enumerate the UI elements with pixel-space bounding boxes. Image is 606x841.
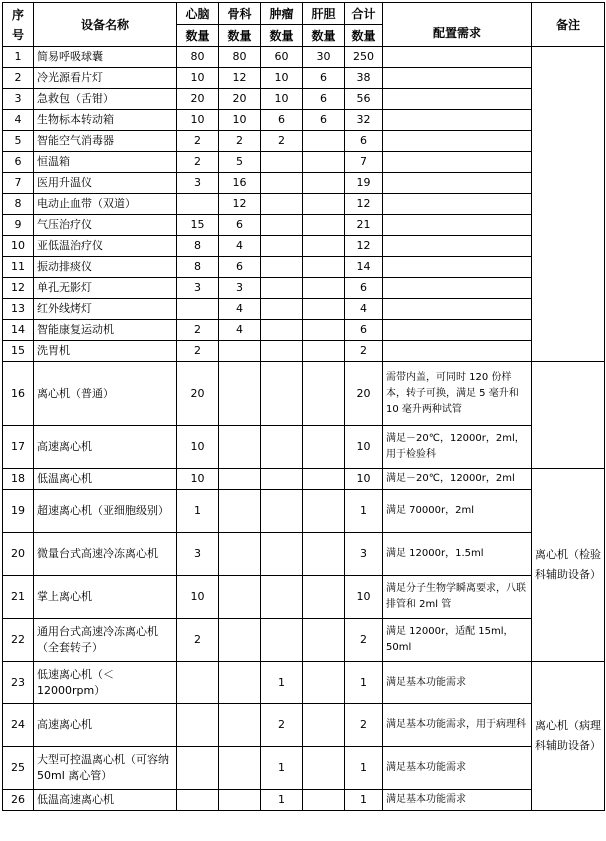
cell-no: 26 — [3, 790, 34, 811]
cell-d1 — [177, 299, 219, 320]
cell-d4 — [303, 426, 345, 469]
cell-total: 4 — [345, 299, 383, 320]
cell-name: 低温高速离心机 — [34, 790, 177, 811]
cell-d1 — [177, 790, 219, 811]
cell-d3: 1 — [261, 747, 303, 790]
cell-d4 — [303, 341, 345, 362]
cell-config: 满足－20℃，12000r，2ml — [383, 469, 532, 490]
cell-d4: 6 — [303, 110, 345, 131]
cell-total: 21 — [345, 215, 383, 236]
cell-d2 — [219, 426, 261, 469]
cell-config: 满足分子生物学瞬离要求，八联排管和 2ml 管 — [383, 576, 532, 619]
cell-d4 — [303, 320, 345, 341]
cell-d3: 10 — [261, 68, 303, 89]
header-qty: 数量 — [345, 25, 383, 47]
cell-name: 恒温箱 — [34, 152, 177, 173]
cell-d1: 3 — [177, 278, 219, 299]
table-row — [3, 320, 605, 341]
cell-name: 智能空气消毒器 — [34, 131, 177, 152]
cell-d4 — [303, 790, 345, 811]
table-row — [3, 469, 605, 490]
cell-d4 — [303, 662, 345, 704]
cell-name: 红外线烤灯 — [34, 299, 177, 320]
cell-d1: 1 — [177, 490, 219, 533]
cell-no: 25 — [3, 747, 34, 790]
cell-name: 冷光源看片灯 — [34, 68, 177, 89]
table-row — [3, 68, 605, 89]
remarks-cell-empty — [532, 362, 605, 469]
cell-config: 满足 12000r，适配 15ml，50ml — [383, 619, 532, 662]
header-qty: 数量 — [219, 25, 261, 47]
cell-no: 24 — [3, 704, 34, 747]
cell-total: 32 — [345, 110, 383, 131]
cell-name: 高速离心机 — [34, 426, 177, 469]
cell-no: 23 — [3, 662, 34, 704]
cell-d3 — [261, 469, 303, 490]
cell-d4 — [303, 362, 345, 426]
cell-config: 满足基本功能需求 — [383, 790, 532, 811]
cell-total: 3 — [345, 533, 383, 576]
cell-no: 8 — [3, 194, 34, 215]
table-row — [3, 278, 605, 299]
cell-d2: 12 — [219, 194, 261, 215]
cell-no: 21 — [3, 576, 34, 619]
equipment-table — [2, 2, 605, 811]
cell-config: 满足基本功能需求 — [383, 747, 532, 790]
cell-d4 — [303, 533, 345, 576]
remarks-lab-note: 离心机（检验科辅助设备） — [532, 469, 605, 662]
header-total: 合计 — [345, 3, 383, 25]
cell-total: 20 — [345, 362, 383, 426]
cell-name: 高速离心机 — [34, 704, 177, 747]
table-row — [3, 576, 605, 619]
table-row — [3, 747, 605, 790]
cell-d3 — [261, 152, 303, 173]
table-row — [3, 215, 605, 236]
cell-d3 — [261, 362, 303, 426]
cell-d4 — [303, 469, 345, 490]
cell-total: 38 — [345, 68, 383, 89]
cell-d3 — [261, 173, 303, 194]
cell-d3: 60 — [261, 47, 303, 68]
cell-no: 15 — [3, 341, 34, 362]
cell-d3 — [261, 236, 303, 257]
cell-d4 — [303, 215, 345, 236]
cell-total: 19 — [345, 173, 383, 194]
cell-d1: 8 — [177, 257, 219, 278]
table-row — [3, 490, 605, 533]
remarks-pathology-note: 离心机（病理科辅助设备） — [532, 662, 605, 811]
table-row — [3, 194, 605, 215]
cell-d4 — [303, 257, 345, 278]
cell-d2 — [219, 341, 261, 362]
cell-d1: 8 — [177, 236, 219, 257]
cell-d1: 10 — [177, 68, 219, 89]
cell-config: 满足－20℃，12000r，2ml，用于检验科 — [383, 426, 532, 469]
cell-no: 22 — [3, 619, 34, 662]
cell-d1: 2 — [177, 619, 219, 662]
cell-d1: 3 — [177, 533, 219, 576]
cell-d2 — [219, 576, 261, 619]
cell-no: 19 — [3, 490, 34, 533]
cell-no: 14 — [3, 320, 34, 341]
cell-total: 12 — [345, 236, 383, 257]
table-row — [3, 257, 605, 278]
cell-d3 — [261, 619, 303, 662]
cell-no: 9 — [3, 215, 34, 236]
cell-d1: 2 — [177, 152, 219, 173]
cell-d1: 10 — [177, 110, 219, 131]
table-row — [3, 236, 605, 257]
table-row — [3, 299, 605, 320]
table-row — [3, 426, 605, 469]
cell-d1: 20 — [177, 362, 219, 426]
header-index: 序号 — [3, 3, 34, 47]
cell-d4 — [303, 576, 345, 619]
table-row — [3, 152, 605, 173]
table-row — [3, 790, 605, 811]
cell-d3 — [261, 426, 303, 469]
table-row — [3, 704, 605, 747]
cell-total: 1 — [345, 790, 383, 811]
cell-d4 — [303, 131, 345, 152]
cell-name: 大型可控温离心机（可容纳 50ml 离心管） — [34, 747, 177, 790]
cell-d1 — [177, 747, 219, 790]
cell-d2: 80 — [219, 47, 261, 68]
cell-d4: 6 — [303, 68, 345, 89]
cell-d1 — [177, 662, 219, 704]
cell-d2 — [219, 619, 261, 662]
cell-no: 11 — [3, 257, 34, 278]
cell-d2: 10 — [219, 110, 261, 131]
cell-d3 — [261, 278, 303, 299]
cell-total: 250 — [345, 47, 383, 68]
table-row — [3, 47, 605, 68]
cell-config — [383, 194, 532, 215]
cell-d2: 12 — [219, 68, 261, 89]
cell-d1: 10 — [177, 469, 219, 490]
cell-d4 — [303, 152, 345, 173]
cell-name: 超速离心机（亚细胞级别） — [34, 490, 177, 533]
cell-no: 12 — [3, 278, 34, 299]
cell-config — [383, 341, 532, 362]
header-qty: 数量 — [177, 25, 219, 47]
cell-d4 — [303, 194, 345, 215]
cell-total: 7 — [345, 152, 383, 173]
cell-d2 — [219, 533, 261, 576]
cell-config — [383, 278, 532, 299]
table-row — [3, 662, 605, 704]
cell-total: 6 — [345, 131, 383, 152]
cell-config — [383, 68, 532, 89]
cell-d3: 10 — [261, 89, 303, 110]
cell-config: 满足 12000r，1.5ml — [383, 533, 532, 576]
cell-d2: 6 — [219, 257, 261, 278]
cell-config — [383, 320, 532, 341]
cell-d2: 2 — [219, 131, 261, 152]
cell-d3 — [261, 215, 303, 236]
cell-config — [383, 236, 532, 257]
cell-total: 10 — [345, 426, 383, 469]
cell-config — [383, 131, 532, 152]
cell-config — [383, 173, 532, 194]
cell-name: 医用升温仪 — [34, 173, 177, 194]
cell-d2 — [219, 362, 261, 426]
cell-d2: 16 — [219, 173, 261, 194]
cell-total: 1 — [345, 490, 383, 533]
cell-config — [383, 89, 532, 110]
table-row — [3, 173, 605, 194]
cell-d1: 2 — [177, 341, 219, 362]
cell-d2: 3 — [219, 278, 261, 299]
cell-d1: 10 — [177, 576, 219, 619]
cell-no: 16 — [3, 362, 34, 426]
cell-config — [383, 257, 532, 278]
cell-config: 需带内盖，可同时 120 份样本，转子可换，满足 5 毫升和 10 毫升两种试管 — [383, 362, 532, 426]
cell-name: 低速离心机（＜12000rpm） — [34, 662, 177, 704]
cell-no: 2 — [3, 68, 34, 89]
cell-name: 掌上离心机 — [34, 576, 177, 619]
cell-no: 13 — [3, 299, 34, 320]
cell-no: 1 — [3, 47, 34, 68]
table-row — [3, 619, 605, 662]
cell-d1: 20 — [177, 89, 219, 110]
cell-d4 — [303, 299, 345, 320]
cell-d1: 3 — [177, 173, 219, 194]
cell-d3: 1 — [261, 662, 303, 704]
cell-d4 — [303, 747, 345, 790]
cell-d4 — [303, 490, 345, 533]
cell-name: 离心机（普通） — [34, 362, 177, 426]
cell-d1 — [177, 704, 219, 747]
cell-total: 56 — [345, 89, 383, 110]
cell-d2 — [219, 490, 261, 533]
cell-d4 — [303, 236, 345, 257]
cell-d3 — [261, 533, 303, 576]
cell-total: 2 — [345, 341, 383, 362]
cell-d2 — [219, 469, 261, 490]
cell-d2: 4 — [219, 236, 261, 257]
remarks-cell-empty — [532, 47, 605, 362]
cell-d1: 80 — [177, 47, 219, 68]
header-dept-3: 肿瘤 — [261, 3, 303, 25]
header-dept-2: 骨科 — [219, 3, 261, 25]
cell-no: 3 — [3, 89, 34, 110]
cell-name: 简易呼吸球囊 — [34, 47, 177, 68]
table-row — [3, 341, 605, 362]
cell-total: 6 — [345, 278, 383, 299]
cell-total: 2 — [345, 619, 383, 662]
cell-d4 — [303, 278, 345, 299]
cell-d4 — [303, 173, 345, 194]
cell-no: 10 — [3, 236, 34, 257]
cell-d2 — [219, 747, 261, 790]
cell-d2 — [219, 704, 261, 747]
header-remarks: 备注 — [532, 3, 605, 47]
cell-d3 — [261, 576, 303, 619]
cell-total: 10 — [345, 576, 383, 619]
header-dept-4: 肝胆 — [303, 3, 345, 25]
cell-name: 亚低温治疗仪 — [34, 236, 177, 257]
cell-name: 微量台式高速冷冻离心机 — [34, 533, 177, 576]
header-dept-1: 心脑 — [177, 3, 219, 25]
table-row — [3, 533, 605, 576]
table-row — [3, 131, 605, 152]
cell-name: 电动止血带（双道） — [34, 194, 177, 215]
cell-no: 6 — [3, 152, 34, 173]
cell-name: 单孔无影灯 — [34, 278, 177, 299]
cell-d4: 6 — [303, 89, 345, 110]
cell-d1: 2 — [177, 131, 219, 152]
cell-d3 — [261, 257, 303, 278]
cell-name: 生物标本转动箱 — [34, 110, 177, 131]
cell-total: 14 — [345, 257, 383, 278]
cell-config — [383, 299, 532, 320]
cell-config: 满足基本功能需求 — [383, 662, 532, 704]
cell-d1: 2 — [177, 320, 219, 341]
cell-d3 — [261, 194, 303, 215]
cell-d3 — [261, 320, 303, 341]
cell-d3: 2 — [261, 704, 303, 747]
cell-total: 6 — [345, 320, 383, 341]
cell-d4: 30 — [303, 47, 345, 68]
cell-d3 — [261, 341, 303, 362]
cell-name: 急救包（舌钳） — [34, 89, 177, 110]
cell-d1 — [177, 194, 219, 215]
cell-name: 洗胃机 — [34, 341, 177, 362]
cell-d3: 2 — [261, 131, 303, 152]
cell-d2: 4 — [219, 299, 261, 320]
cell-d4 — [303, 619, 345, 662]
cell-d2: 6 — [219, 215, 261, 236]
cell-d3 — [261, 299, 303, 320]
cell-config — [383, 152, 532, 173]
cell-no: 7 — [3, 173, 34, 194]
cell-config: 满足基本功能需求，用于病理科 — [383, 704, 532, 747]
cell-name: 振动排痰仪 — [34, 257, 177, 278]
cell-config — [383, 215, 532, 236]
table-row — [3, 110, 605, 131]
cell-name: 通用台式高速冷冻离心机（全套转子） — [34, 619, 177, 662]
cell-config — [383, 47, 532, 68]
cell-d2: 5 — [219, 152, 261, 173]
cell-d2 — [219, 790, 261, 811]
table-row — [3, 89, 605, 110]
cell-total: 1 — [345, 662, 383, 704]
cell-name: 智能康复运动机 — [34, 320, 177, 341]
cell-no: 5 — [3, 131, 34, 152]
cell-d3: 6 — [261, 110, 303, 131]
table-body — [3, 47, 605, 811]
cell-d4 — [303, 704, 345, 747]
cell-name: 气压治疗仪 — [34, 215, 177, 236]
cell-d2: 20 — [219, 89, 261, 110]
cell-d1: 15 — [177, 215, 219, 236]
cell-d3: 1 — [261, 790, 303, 811]
cell-no: 20 — [3, 533, 34, 576]
cell-total: 10 — [345, 469, 383, 490]
cell-no: 18 — [3, 469, 34, 490]
header-config: 配置需求 — [383, 3, 532, 47]
header-name: 设备名称 — [34, 3, 177, 47]
cell-config — [383, 110, 532, 131]
cell-name: 低温离心机 — [34, 469, 177, 490]
header-qty: 数量 — [261, 25, 303, 47]
cell-total: 2 — [345, 704, 383, 747]
cell-total: 12 — [345, 194, 383, 215]
cell-d2 — [219, 662, 261, 704]
cell-d1: 10 — [177, 426, 219, 469]
cell-no: 4 — [3, 110, 34, 131]
cell-d2: 4 — [219, 320, 261, 341]
cell-total: 1 — [345, 747, 383, 790]
cell-no: 17 — [3, 426, 34, 469]
table-row — [3, 362, 605, 426]
header-qty: 数量 — [303, 25, 345, 47]
cell-config: 满足 70000r，2ml — [383, 490, 532, 533]
cell-d3 — [261, 490, 303, 533]
